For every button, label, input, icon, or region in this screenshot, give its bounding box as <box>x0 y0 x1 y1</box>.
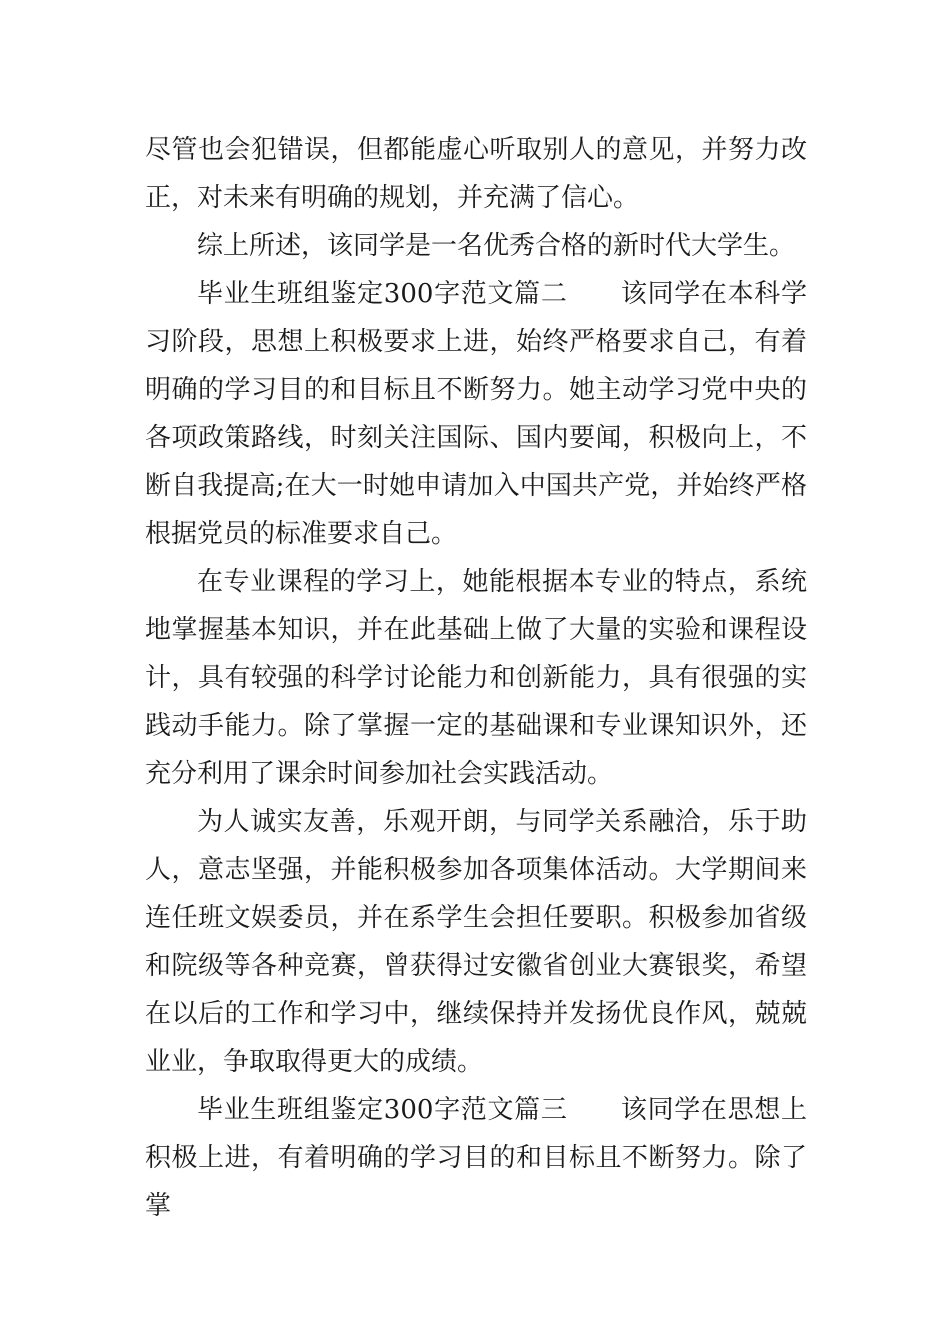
paragraph-4: 在专业课程的学习上，她能根据本专业的特点，系统地掌握基本知识，并在此基础上做了大量的实验和课程设计，具有较强的科学讨论能力和创新能力，具有很强的实践动手能力。除了掌握一定的基础课和专业课知识外，还充分利用了课余时间参加社会实践活动。 <box>145 567 807 789</box>
paragraph-6: 毕业生班组鉴定300字范文篇三 该同学在思想上积极上进，有着明确的学习目的和目标且不断努力。除了掌 <box>145 1095 807 1221</box>
paragraph-1: 尽管也会犯错误，但都能虚心听取别人的意见，并努力改正，对未来有明确的规划，并充满了信心。 <box>145 135 807 213</box>
paragraph-3: 毕业生班组鉴定300字范文篇二 该同学在本科学习阶段，思想上积极要求上进，始终严格要求自己，有着明确的学习目的和目标且不断努力。她主动学习党中央的各项政策路线，时刻关注国际、国内要闻，积极向上，不断自我提高;在大一时她申请加入中国共产党，并始终严格根据党员的标准要求自己。 <box>145 279 807 549</box>
paragraph-5: 为人诚实友善，乐观开朗，与同学关系融洽，乐于助人，意志坚强，并能积极参加各项集体活动。大学期间来连任班文娱委员，并在系学生会担任要职。积极参加省级和院级等各种竞赛，曾获得过安徽省创业大赛银奖，希望在以后的工作和学习中，继续保持并发扬优良作风，兢兢业业，争取取得更大的成绩。 <box>145 807 807 1077</box>
document-body <box>145 126 807 1230</box>
paragraph-2: 综上所述，该同学是一名优秀合格的新时代大学生。 <box>197 231 796 261</box>
